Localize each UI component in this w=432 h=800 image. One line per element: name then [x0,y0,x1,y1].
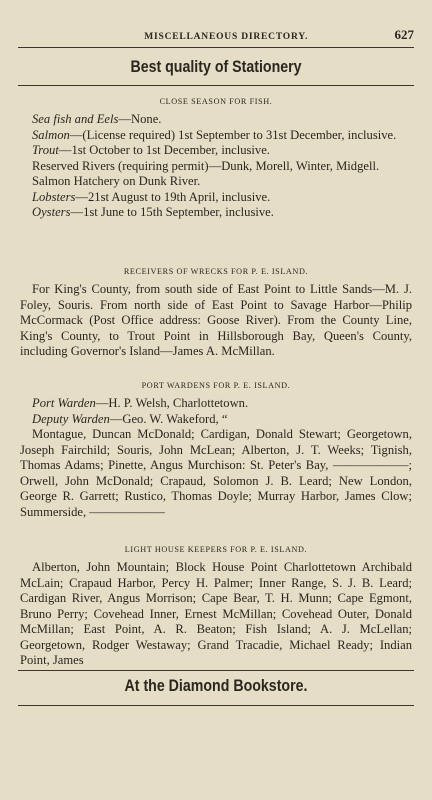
close-season-section [20,92,412,221]
entry-label: Oysters [32,205,71,219]
entry-salmon [20,128,412,144]
entry-sea-fish [20,112,412,128]
stationery-advert: Best quality of Stationery [130,58,302,76]
entry-text: —(License required) 1st September to 31st December, inclusive. [69,127,397,142]
running-head [18,27,414,43]
running-title: MISCELLANEOUS DIRECTORY. [144,32,309,42]
entry-oysters [20,205,412,221]
warden-label: Port Warden [32,396,96,410]
header-rule [18,47,414,48]
port-warden-line [20,396,412,412]
lighthouse-text: Alberton, John Mountain; Block House Point Charlottetown Archibald McLain; Crapaud Harbor, Percy H. Palmer; Inner Range, S. J. B. Leard; Cardigan River, Angus Morrison; Cape Bear, T. H. Munn; Cape Egmont, Bruno Perry; Covehead Inner, Ernest McMillan; Covehead Outer, Donald McMillan; East Point, A. R. Beaton; Fish Island; A. J. McLellan; Georgetown, Rodger Westaway; Grand Tracadie, Michael Ready; Indian Point, James [20,560,412,667]
advert-rule [18,85,414,86]
entry-label: Trout [32,143,59,157]
deputy-label: Deputy Warden [32,411,110,426]
entry-reserved-rivers [20,159,412,175]
entry-label: Lobsters [32,189,76,204]
wardens-list: Montague, Duncan McDonald; Cardigan, Donald Stewart; Georgetown, Joseph Fairchild; Souris, John McLean; Alberton, J. T. Weeks; Tignish, Thomas Adams; Pinette, Angus Murchison: St. Peter's Bay, ——————; Orwell, John McDonald; Crapaud, Solomon J. B. Leard; New London, George R. Garrett; Rustico, Thomas Doyle; Murray Harbor, James Clow; Summerside, —————— [20,427,412,519]
entry-text: —1st October to 1st December, inclusive. [58,143,270,157]
entry-text: Reserved Rivers (requiring permit)—Dunk, Morell, Winter, Midgell. [32,158,380,173]
footer-rule-top [18,670,414,671]
entry-text: Salmon Hatchery on Dunk River. [32,174,201,188]
deputy-text: —Geo. W. Wakeford, “ [109,411,228,426]
wrecks-text: For King's County, from south side of East Point to Little Sands—M. J. Foley, Souris. From north side of East Point to Savage Harbor—Philip McCormack (Post Office address: Goose River). From the County Line, King's County, to Trout Point in Hillsborough Bay, Queen's County, including Governor's Island—James A. McMillan. [20,282,412,358]
deputy-warden-line [20,412,412,428]
entry-text: —21st August to 19th April, inclusive. [75,189,271,204]
port-wardens-heading: PORT WARDENS FOR P. E. ISLAND. [141,381,291,390]
entry-trout [20,143,412,159]
entry-hatchery [20,174,412,190]
bookstore-advert: At the Diamond Bookstore. [124,677,308,695]
entry-text: —1st June to 15th September, inclusive. [70,205,274,219]
port-wardens-section [20,376,412,520]
warden-text: —H. P. Welsh, Charlottetown. [95,396,249,410]
wrecks-section [20,262,412,360]
entry-label: Sea fish and Eels [32,112,119,126]
footer-rule-bottom [18,705,414,706]
close-season-heading: CLOSE SEASON FOR FISH. [159,97,273,106]
entry-label: Salmon [32,127,70,142]
lighthouse-section [20,540,412,669]
entry-lobsters [20,190,412,206]
entry-text: —None. [118,112,162,126]
page-number: 627 [394,27,414,42]
lighthouse-heading: LIGHT HOUSE KEEPERS FOR P. E. ISLAND. [124,545,308,554]
wrecks-heading: RECEIVERS OF WRECKS FOR P. E. ISLAND. [123,267,309,276]
